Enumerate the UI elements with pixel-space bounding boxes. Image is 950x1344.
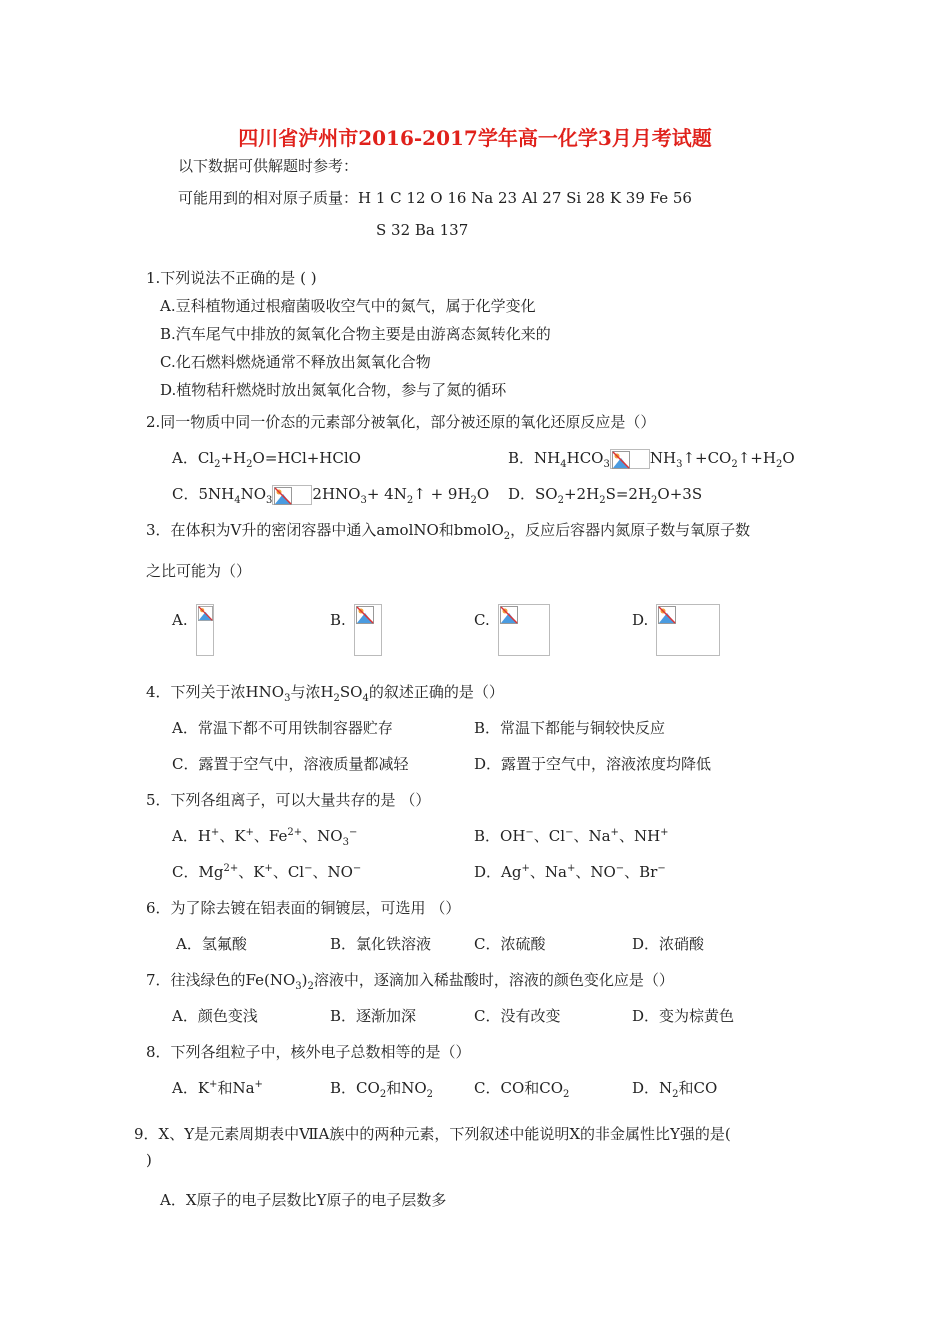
q1-option-d: D.植物秸秆燃烧时放出氮氧化合物，参与了氮的循环 <box>160 381 507 399</box>
q1-option-c: C.化石燃料燃烧通常不释放出氮氧化合物 <box>160 353 431 371</box>
q4-option-c: C．露置于空气中，溶液质量都减轻 <box>172 755 409 773</box>
atomic-masses-line-2: S 32 Ba 137 <box>376 221 469 239</box>
q3-option-a-label: A. <box>172 611 188 629</box>
q5-option-a: A．H+、K+、$Fe^{2+}$、$NO_3^-$ <box>172 827 358 848</box>
page-title: 四川省泸州市2016-2017学年高一化学3月月考试题 <box>238 126 712 150</box>
q5-option-d: D．Ag+、Na+、NO−、Br− <box>474 863 666 881</box>
q3-option-b-label: B. <box>330 611 346 629</box>
q5-option-b: B．OH−、Cl−、Na+、NH+ <box>474 827 669 845</box>
q1-stem: 1.下列说法不正确的是 ( ) <box>146 269 317 287</box>
q8-option-b: B．$CO_2$和$NO_2$ <box>330 1079 433 1100</box>
q4-option-d: D．露置于空气中，溶液浓度均降低 <box>474 755 712 773</box>
q3-option-c-label: C. <box>474 611 490 629</box>
broken-image-icon <box>272 485 312 505</box>
q1-option-a: A.豆科植物通过根瘤菌吸收空气中的氮气，属于化学变化 <box>160 297 536 315</box>
q3-option-d-label: D. <box>632 611 649 629</box>
q2-option-c: C．$5NH_4NO_3$ $2HNO_3+$ $4N_2↑ + 9H_2O$ <box>172 485 490 506</box>
q8-stem: 8．下列各组粒子中，核外电子总数相等的是（） <box>146 1043 471 1061</box>
q6-option-a: A．氢氟酸 <box>176 935 247 953</box>
broken-image-icon <box>196 604 214 656</box>
q6-option-c: C．浓硫酸 <box>474 935 546 953</box>
q4-option-a: A．常温下都不可用铁制容器贮存 <box>172 719 393 737</box>
q7-option-d: D．变为棕黄色 <box>632 1007 735 1025</box>
q7-stem: 7．往浅绿色的$Fe(NO_3)_2$溶液中，逐滴加入稀盐酸时，溶液的颜色变化应是（） <box>146 971 674 992</box>
q6-stem: 6．为了除去镀在铝表面的铜镀层，可选用 （） <box>146 899 461 917</box>
q3-stem-line-2: 之比可能为（） <box>146 562 252 580</box>
q2-option-d: D．$SO_2+2H_2S=2H_2O+3S$ <box>508 485 703 506</box>
broken-image-icon <box>656 604 720 656</box>
broken-image-icon <box>498 604 550 656</box>
q8-option-d: D．$N_2$和CO <box>632 1079 718 1100</box>
q7-option-a: A．颜色变浅 <box>172 1007 258 1025</box>
q2-option-b: B．$NH_4HCO_3$ $NH_3↑+CO_2↑+H_2O$ <box>508 449 795 470</box>
q4-stem: 4．下列关于浓$HNO_3$与浓$H_2SO_4$的叙述正确的是（） <box>146 683 504 704</box>
q8-option-c: C．CO和$CO_2$ <box>474 1079 570 1100</box>
broken-image-icon <box>610 449 650 469</box>
q7-option-c: C．没有改变 <box>474 1007 561 1025</box>
q1-option-b: B.汽车尾气中排放的氮氧化合物主要是由游离态氮转化来的 <box>160 325 551 343</box>
q5-stem: 5．下列各组离子，可以大量共存的是 （） <box>146 791 431 809</box>
q8-option-a: A．K+和Na+ <box>172 1079 263 1097</box>
q2-option-a: A．$Cl_2+H_2O=HCl+HClO$ <box>172 449 361 470</box>
q5-option-c: C．$Mg^{2+}$、K+、Cl−、NO− <box>172 863 362 881</box>
atomic-masses-line-1: 可能用到的相对原子质量：H 1 C 12 O 16 Na 23 Al 27 Si 28 K 39 Fe 56 <box>178 189 692 207</box>
q6-option-b: B．氯化铁溶液 <box>330 935 432 953</box>
broken-image-icon <box>354 604 382 656</box>
q9-stem-line-1: 9．X、Y是元素周期表中ⅦA族中的两种元素，下列叙述中能说明X的非金属性比Y强的是( <box>134 1125 731 1143</box>
intro-text: 以下数据可供解题时参考： <box>178 157 359 175</box>
q9-stem-line-2: ) <box>146 1151 152 1169</box>
q2-stem: 2.同一物质中同一价态的元素部分被氧化，部分被还原的氧化还原反应是（） <box>146 413 656 431</box>
q3-stem-line-1: 3．在体积为V升的密闭容器中通入amolNO和bmolO$_2$，反应后容器内氮原子数与氧原子数 <box>146 521 751 542</box>
q7-option-b: B．逐渐加深 <box>330 1007 417 1025</box>
q6-option-d: D．浓硝酸 <box>632 935 705 953</box>
q4-option-b: B．常温下都能与铜较快反应 <box>474 719 666 737</box>
q9-option-a: A．X原子的电子层数比Y原子的电子层数多 <box>160 1191 447 1209</box>
